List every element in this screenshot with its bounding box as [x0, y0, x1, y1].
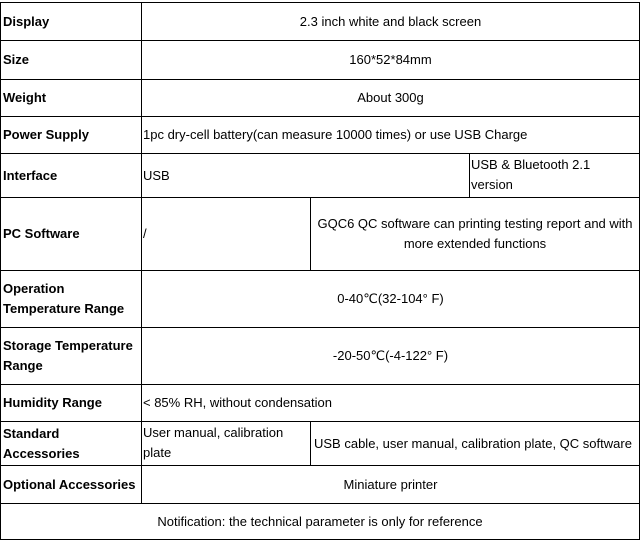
row-value-pc-software-a: /: [143, 226, 147, 241]
row-value-optional-accessories: Miniature printer: [343, 476, 438, 492]
row-value-display: 2.3 inch white and black screen: [299, 13, 482, 29]
row-value-size: 160*52*84mm: [349, 52, 432, 67]
row-value-power-supply: 1pc dry-cell battery(can measure 10000 times) or use USB Charge: [143, 127, 528, 142]
row-value-interface-b: USB & Bluetooth 2.1 version: [471, 157, 591, 192]
row-value-storage-temperature: -20-50℃(-4-122° F): [332, 348, 449, 363]
row-label-storage-temperature: Storage Temperature Range: [3, 338, 133, 373]
row-label-optional-accessories: Optional Accessories: [3, 476, 136, 492]
row-label-interface: Interface: [3, 167, 58, 183]
table-rule: [310, 421, 311, 465]
row-label-standard-accessories: Standard Accessories: [3, 425, 80, 461]
row-label-weight: Weight: [3, 90, 47, 105]
table-rule: [310, 197, 311, 270]
row-label-size: Size: [3, 52, 30, 67]
row-label-power-supply: Power Supply: [3, 127, 89, 142]
table-rule: [0, 2, 1, 540]
row-value-interface-a: USB: [143, 167, 170, 183]
row-label-display: Display: [3, 13, 50, 29]
notification-text: Notification: the technical parameter is only for reference: [157, 513, 483, 529]
row-value-standard-accessories-b: USB cable, user manual, calibration plate, QC software: [314, 435, 632, 451]
row-value-operation-temperature: 0-40℃(32-104° F): [337, 291, 444, 306]
row-value-weight: About 300g: [357, 90, 424, 105]
row-value-pc-software-b: GQC6 QC software can printing testing report and with more extended functions: [317, 216, 633, 251]
row-value-humidity: < 85% RH, without condensation: [143, 395, 332, 410]
row-label-humidity: Humidity Range: [3, 395, 102, 410]
row-value-standard-accessories-a: User manual, calibration plate: [143, 425, 284, 460]
row-label-pc-software: PC Software: [3, 226, 80, 241]
row-label-operation-temperature: Operation Temperature Range: [3, 281, 125, 316]
table-rule: [469, 153, 470, 197]
